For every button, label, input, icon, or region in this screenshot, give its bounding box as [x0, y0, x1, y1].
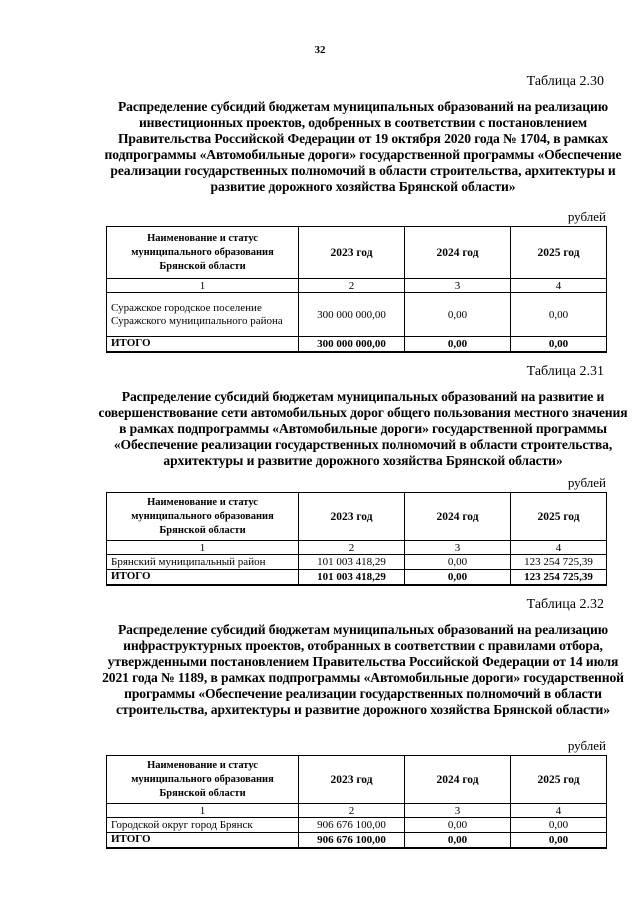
header-cell: 2025 год: [511, 227, 607, 279]
value-cell: 123 254 725,39: [511, 555, 607, 570]
table-2-30: [106, 226, 607, 353]
header-cell: 2024 год: [405, 756, 511, 804]
municipality-cell: Городской округ город Брянск: [107, 818, 299, 833]
value-cell: 0,00: [405, 293, 511, 337]
total-row: [107, 570, 607, 585]
index-cell: 4: [511, 804, 607, 818]
header-cell: 2024 год: [405, 493, 511, 541]
value-cell: 0,00: [405, 818, 511, 833]
index-cell: 2: [299, 804, 405, 818]
table-title-2-32: Распределение субсидий бюджетам муниципальных образований на реализацию инфраструктурных проектов, отобранных в соответствии с правилами отбора, утвержденными постановлением Правительства Российской Федерации от 14 июля 2021 года № 1189, в рамках подпрограммы «Автомобильные дороги» государственной программы «Обеспечение реализации государственных полномочий в области строительства, архитектуры и развитие дорожного хозяйства Брянской области»: [102, 622, 624, 717]
value-cell: 0,00: [405, 555, 511, 570]
index-row: [107, 804, 607, 818]
total-row: [107, 833, 607, 848]
header-cell: 2023 год: [299, 756, 405, 804]
total-value: 101 003 418,29: [299, 570, 405, 585]
index-cell: 1: [107, 804, 299, 818]
value-cell: 300 000 000,00: [299, 293, 405, 337]
total-value: 0,00: [511, 337, 607, 352]
total-value: 123 254 725,39: [511, 570, 607, 585]
value-cell: 906 676 100,00: [299, 818, 405, 833]
total-row: [107, 337, 607, 352]
header-cell: Наименование и статус муниципального образования Брянской области: [107, 756, 299, 804]
municipality-cell: Брянский муниципальный район: [107, 555, 299, 570]
value-cell: 0,00: [511, 818, 607, 833]
table-label-2-30: Таблица 2.30: [526, 74, 604, 89]
index-cell: 3: [405, 541, 511, 555]
total-value: 0,00: [511, 833, 607, 848]
total-value: 0,00: [405, 337, 511, 352]
table-2-31: [106, 492, 607, 586]
table-row: [107, 555, 607, 570]
unit-label: рублей: [567, 738, 606, 753]
total-value: 906 676 100,00: [299, 833, 405, 848]
header-cell: Наименование и статус муниципального образования Брянской области: [107, 493, 299, 541]
unit-label: рублей: [567, 475, 606, 490]
index-cell: 1: [107, 541, 299, 555]
header-cell: 2025 год: [511, 756, 607, 804]
index-cell: 4: [511, 541, 607, 555]
page-number: 32: [314, 44, 326, 56]
index-row: [107, 279, 607, 293]
table-title-2-30: Распределение субсидий бюджетам муниципальных образований на реализацию инвестиционных проектов, одобренных в соответствии с постановлением Правительства Российской Федерации от 19 октября 2020 года № 1704, в рамках подпрограммы «Автомобильные дороги» государственной программы «Обеспечение реализации государственных полномочий в области строительства, архитектуры и развитие дорожного хозяйства Брянской области»: [104, 99, 622, 194]
table-label-2-31: Таблица 2.31: [526, 364, 604, 379]
total-value: 0,00: [405, 833, 511, 848]
total-label: ИТОГО: [107, 570, 299, 585]
table-label-2-32: Таблица 2.32: [526, 597, 604, 612]
table-row: [107, 818, 607, 833]
header-cell: Наименование и статус муниципального образования Брянской области: [107, 227, 299, 279]
table-title-2-31: Распределение субсидий бюджетам муниципальных образований на развитие и совершенствование сети автомобильных дорог общего пользования местного значения в рамках подпрограммы «Автомобильные дороги» государственной программы «Обеспечение реализации государственных полномочий в области строительства, архитектуры и развитие дорожного хозяйства Брянской области»: [98, 389, 628, 468]
index-cell: 3: [405, 279, 511, 293]
header-cell: 2023 год: [299, 493, 405, 541]
table-2-32: [106, 755, 607, 849]
header-cell: 2024 год: [405, 227, 511, 279]
municipality-cell: Суражское городское поселение Суражского муниципального района: [107, 293, 299, 337]
index-cell: 4: [511, 279, 607, 293]
total-label: ИТОГО: [107, 833, 299, 848]
index-cell: 3: [405, 804, 511, 818]
total-label: ИТОГО: [107, 337, 299, 352]
index-cell: 2: [299, 279, 405, 293]
header-cell: 2025 год: [511, 493, 607, 541]
header-row: [107, 227, 607, 279]
header-cell: 2023 год: [299, 227, 405, 279]
index-cell: 1: [107, 279, 299, 293]
index-row: [107, 541, 607, 555]
value-cell: 101 003 418,29: [299, 555, 405, 570]
table-row: [107, 293, 607, 337]
total-value: 0,00: [405, 570, 511, 585]
header-row: [107, 756, 607, 804]
total-value: 300 000 000,00: [299, 337, 405, 352]
unit-label: рублей: [567, 209, 606, 224]
value-cell: 0,00: [511, 293, 607, 337]
index-cell: 2: [299, 541, 405, 555]
header-row: [107, 493, 607, 541]
